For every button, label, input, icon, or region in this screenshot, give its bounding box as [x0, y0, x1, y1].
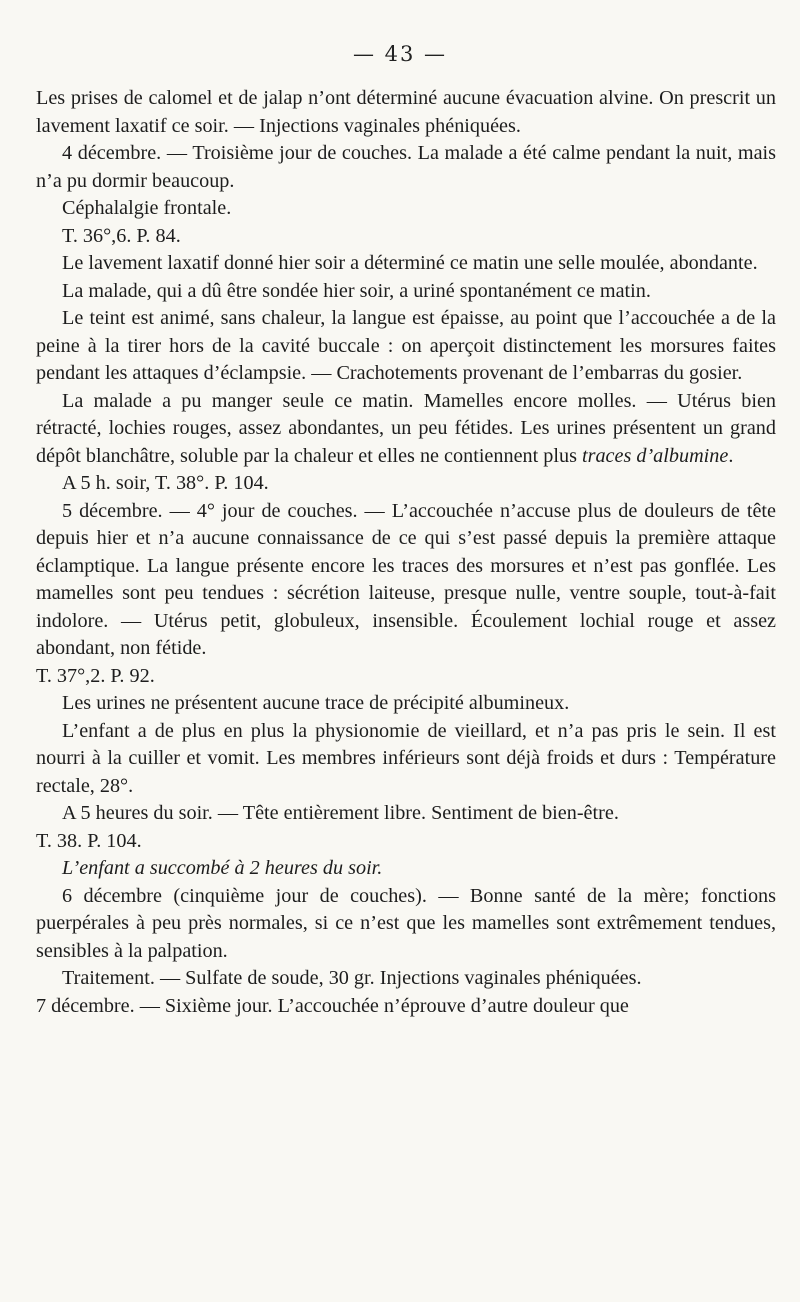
paragraph-sondee: La malade, qui a dû être sondée hier soir, a uriné spontanément ce matin.: [62, 279, 651, 302]
body-text: [36, 85, 776, 1020]
paragraph-manger: La malade a pu manger seule ce matin. Mamelles encore molles. — Utérus bien rétracté, lochies rouges, assez abondantes, un peu fétides. Les urines présentent un grand dépôt blanchâtre, soluble par la chaleur et elles ne contiennent plus traces d’albumine.: [36, 389, 776, 467]
paragraph-urines: Les urines ne présentent aucune trace de précipité albumineux.: [62, 692, 570, 714]
paragraph-traitement: Traitement. — Sulfate de soude, 30 gr. Injections vaginales phéniquées.: [62, 967, 642, 989]
paragraph-temperature-4: T. 38. P. 104.: [36, 829, 142, 852]
paragraph-4-decembre: 4 décembre. — Troisième jour de couches. La malade a été calme pendant la nuit, mais n’a pu dormir beaucoup.: [36, 142, 776, 192]
paragraph-6-decembre: 6 décembre (cinquième jour de couches). — Bonne santé de la mère; fonctions puerpérales à peu près normales, si ce n’est que les mamelles sont extrêmement tendues, sensibles à la palpation.: [36, 884, 776, 962]
paragraph-7-decembre: 7 décembre. — Sixième jour. L’accouchée n’éprouve d’autre douleur que: [36, 994, 629, 1017]
paragraph-cephalalgie: Céphalalgie frontale.: [62, 197, 232, 219]
paragraph-5-heures: A 5 heures du soir. — Tête entièrement libre. Sentiment de bien-être.: [62, 802, 619, 824]
paragraph-lavement: Le lavement laxatif donné hier soir a déterminé ce matin une selle moulée, abondante.: [62, 252, 758, 274]
paragraph-5-decembre: 5 décembre. — 4° jour de couches. — L’accouchée n’accuse plus de douleurs de tête depuis hier et n’a aucune connaissance de ce qui s’est passé depuis la première attaque éclamptique. La langue présente encore les traces des morsures et n’est pas gonflée. Les mamelles sont peu tendues : sécrétion laiteuse, presque nulle, ventre souple, tout-à-fait indolore. — Utérus petit, globuleux, insensible. Écoulement lochial rouge et assez abondant, non fétide.: [36, 499, 776, 659]
page-number: — 43 —: [352, 42, 448, 66]
paragraph-temperature-1: T. 36°,6. P. 84.: [62, 224, 181, 247]
paragraph-enfant-succombe: L’enfant a succombé à 2 heures du soir.: [62, 857, 383, 879]
paragraph-temperature-2: A 5 h. soir, T. 38°. P. 104.: [62, 472, 269, 494]
paragraph-teint: Le teint est animé, sans chaleur, la langue est épaisse, au point que l’accouchée a de la peine à la tirer hors de la cavité buccale : on aperçoit distinctement les morsures faites pendant les attaques d’éclampsie. — Crachotements provenant de l’embarras du gosier.: [36, 307, 776, 384]
paragraph-calomel: Les prises de calomel et de jalap n’ont déterminé aucune évacuation alvine. On prescrit un lavement laxatif ce soir. — Injections vaginales phéniquées.: [36, 87, 776, 137]
paragraph-enfant: L’enfant a de plus en plus la physionomie de vieillard, et n’a pas pris le sein. Il est nourri à la cuiller et vomit. Les membres inférieurs sont déjà froids et durs : Température rectale, 28°.: [36, 719, 776, 797]
paragraph-manger-text: La malade a pu manger seule ce matin. Mamelles encore molles. — Utérus bien rétracté, lochies rouges, assez abondantes, un peu fétides. Les urines présentent un grand dépôt blanchâtre, soluble par la chaleur et elles ne contiennent plus: [36, 389, 776, 467]
italic-traces-albumine: traces d’albumine: [581, 444, 729, 467]
paragraph-temperature-3: T. 37°,2. P. 92.: [36, 664, 155, 687]
